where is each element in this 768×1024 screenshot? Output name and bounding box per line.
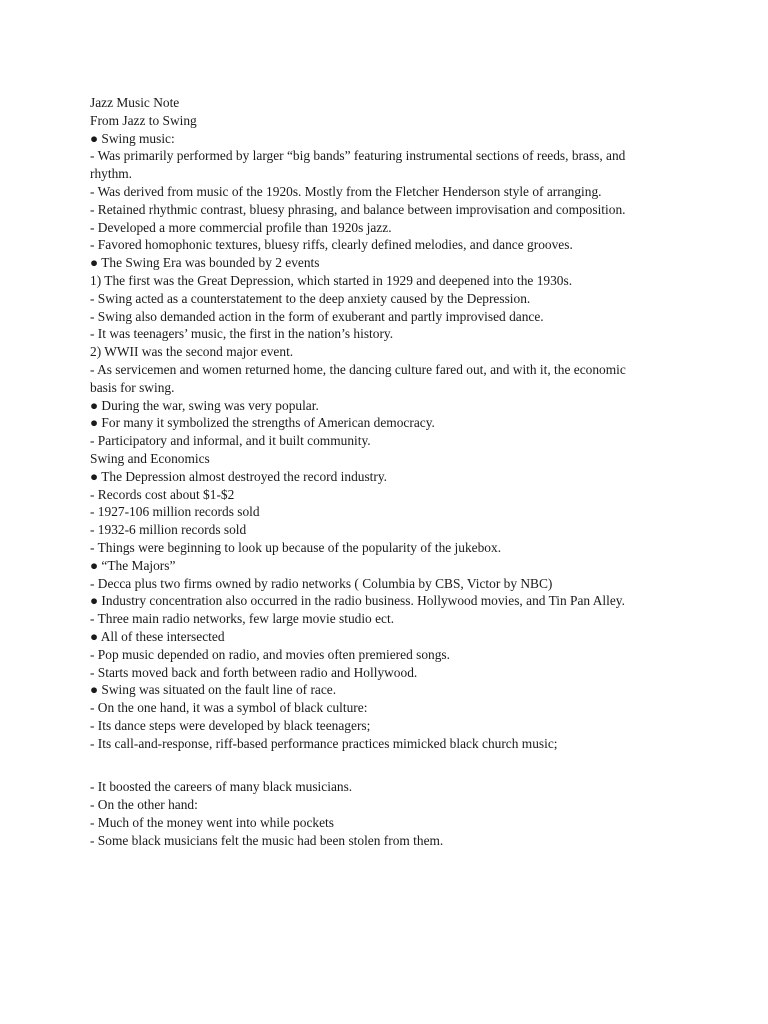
- document-line: From Jazz to Swing: [90, 112, 197, 128]
- document-line: - 1932-6 million records sold: [90, 522, 247, 538]
- document-line: 1) The first was the Great Depression, which started in 1929 and deepened into the 1930s.: [90, 272, 573, 288]
- document-line: - As servicemen and women returned home, the dancing culture fared out, and with it, the economic basis for swing.: [90, 361, 626, 395]
- document-line: ● The Depression almost destroyed the record industry.: [90, 468, 388, 484]
- document-line: Swing and Economics: [90, 450, 210, 466]
- document-line: - Developed a more commercial profile than 1920s jazz.: [90, 219, 392, 235]
- document-line: - Swing acted as a counterstatement to the deep anxiety caused by the Depression.: [90, 290, 531, 306]
- document-line: ● For many it symbolized the strengths of American democracy.: [90, 415, 435, 431]
- document-line: - Was primarily performed by larger “big bands” featuring instrumental sections of reeds, brass, and rhythm.: [90, 148, 626, 182]
- document-line: - On the one hand, it was a symbol of black culture:: [90, 700, 368, 716]
- document-line: - Decca plus two firms owned by radio networks ( Columbia by CBS, Victor by NBC): [90, 575, 553, 591]
- paragraph-gap: [90, 752, 650, 778]
- document-line: - Retained rhythmic contrast, bluesy phrasing, and balance between improvisation and composition.: [90, 201, 626, 217]
- document-line: - Swing also demanded action in the form of exuberant and partly improvised dance.: [90, 308, 544, 324]
- document-line: - Three main radio networks, few large movie studio ect.: [90, 611, 395, 627]
- document-page: [90, 94, 650, 850]
- document-line: - Things were beginning to look up because of the popularity of the jukebox.: [90, 539, 502, 555]
- document-line: Jazz Music Note: [90, 95, 180, 110]
- document-section-2: [90, 778, 650, 849]
- document-line: - Its dance steps were developed by black teenagers;: [90, 717, 371, 733]
- document-line: - It boosted the careers of many black musicians.: [90, 779, 353, 795]
- document-line: - It was teenagers’ music, the first in the nation’s history.: [90, 326, 394, 342]
- document-line: - Much of the money went into while pockets: [90, 815, 334, 831]
- document-line: - Favored homophonic textures, bluesy riffs, clearly defined melodies, and dance grooves.: [90, 237, 573, 253]
- document-line: ● During the war, swing was very popular.: [90, 397, 319, 413]
- document-line: 2) WWII was the second major event.: [90, 344, 294, 360]
- document-line: - Pop music depended on radio, and movies often premiered songs.: [90, 646, 450, 662]
- document-line: - Participatory and informal, and it built community.: [90, 433, 371, 449]
- document-line: ● Swing music:: [90, 130, 175, 146]
- document-section-1: [90, 94, 650, 752]
- document-line: - Was derived from music of the 1920s. Mostly from the Fletcher Henderson style of arranging.: [90, 183, 602, 199]
- document-line: ● “The Majors”: [90, 557, 176, 573]
- document-line: - Records cost about $1-$2: [90, 486, 235, 502]
- document-line: - Some black musicians felt the music had been stolen from them.: [90, 832, 444, 848]
- document-line: ● The Swing Era was bounded by 2 events: [90, 255, 320, 271]
- document-line: ● Swing was situated on the fault line of race.: [90, 682, 337, 698]
- document-line: ● All of these intersected: [90, 628, 225, 644]
- document-line: - 1927-106 million records sold: [90, 504, 260, 520]
- document-line: - On the other hand:: [90, 797, 198, 813]
- document-line: ● Industry concentration also occurred in the radio business. Hollywood movies, and Tin Pan Alley.: [90, 593, 625, 609]
- document-line: - Starts moved back and forth between radio and Hollywood.: [90, 664, 418, 680]
- document-line: - Its call-and-response, riff-based performance practices mimicked black church music;: [90, 735, 558, 751]
